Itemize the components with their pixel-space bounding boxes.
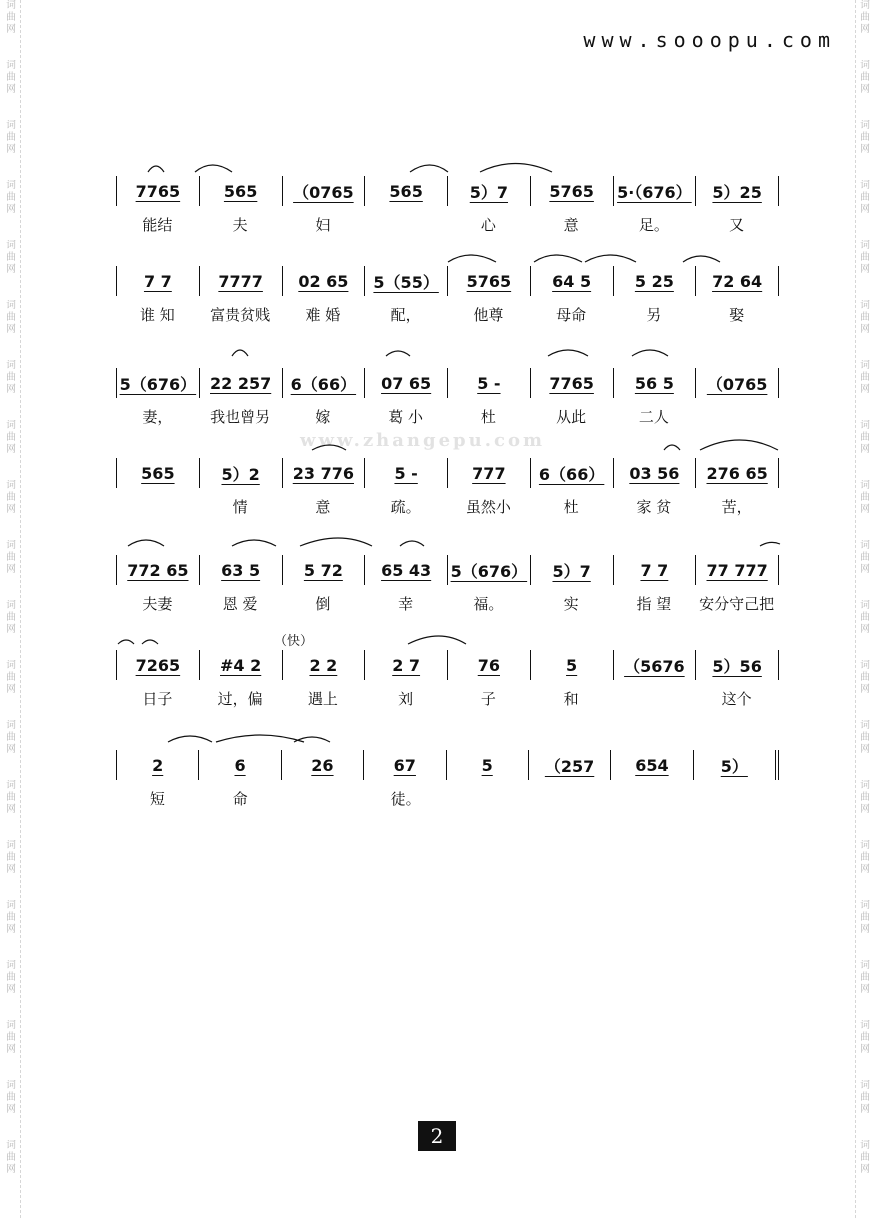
- lyric-syllable: 我也曾另: [210, 407, 271, 426]
- lyric-syllable: 安分守己把: [699, 594, 775, 613]
- side-watermark-group: 词 曲 网: [6, 240, 16, 275]
- lyric-syllable: 情: [232, 497, 248, 516]
- notation-text: 7265: [135, 655, 181, 675]
- notation-text: 5）56: [712, 656, 762, 676]
- measure: [448, 458, 531, 488]
- lyric-syllable: 家 贫: [636, 497, 672, 516]
- notation-text: 2 7: [392, 655, 421, 675]
- side-watermark-group: 词 曲 网: [860, 1020, 870, 1055]
- notation-text: 26: [311, 755, 334, 775]
- measure: [531, 458, 614, 488]
- notation-text: 6（66）: [290, 374, 357, 394]
- side-watermark-group: 词 曲 网: [6, 180, 16, 215]
- lyric-syllable: 杜: [480, 407, 496, 426]
- notation-text: 5）25: [712, 182, 762, 202]
- notation-text: 5）: [720, 756, 748, 776]
- notation-text: 64 5: [552, 271, 592, 291]
- measure: [531, 555, 614, 585]
- side-watermark-group: 词 曲 网: [860, 1140, 870, 1175]
- measure: [283, 458, 366, 488]
- measure: [531, 266, 614, 296]
- lyric-syllable: 又: [729, 215, 745, 234]
- measure: [364, 750, 446, 780]
- lyric-syllable: 福。: [473, 594, 504, 613]
- lyric-syllable: 幸: [398, 594, 414, 613]
- lyric-syllable: 娶: [729, 305, 745, 324]
- notation-text: 65 43: [381, 560, 432, 580]
- score-system: [116, 368, 779, 398]
- measure: [448, 176, 531, 206]
- side-watermark-group: 词 曲 网: [6, 1080, 16, 1115]
- lyric-syllable: 疏。: [390, 497, 421, 516]
- side-watermark-group: 词 曲 网: [860, 720, 870, 755]
- notation-text: 6（66）: [538, 464, 605, 484]
- notation-text: 23 776: [292, 463, 354, 483]
- side-watermark-group: 词 曲 网: [860, 960, 870, 995]
- score-system: [116, 176, 779, 206]
- measure: [447, 750, 529, 780]
- lyric-syllable: 子: [480, 689, 496, 708]
- measure: [199, 750, 281, 780]
- measure: [365, 458, 448, 488]
- notation-text: 5（676）: [119, 374, 197, 394]
- notation-text: 565: [389, 181, 423, 201]
- notation-text: 5·（676）: [617, 182, 692, 202]
- notation-text: 772 65: [127, 560, 189, 580]
- notation-text: 5 25: [634, 271, 674, 291]
- lyric-syllable: 日子: [142, 689, 173, 708]
- measure: [283, 555, 366, 585]
- site-url: www.sooopu.com: [583, 28, 836, 52]
- side-watermark-group: 词 曲 网: [860, 1080, 870, 1115]
- page-number: 2: [418, 1121, 456, 1151]
- measure: [696, 176, 779, 206]
- notation-text: 7765: [549, 373, 594, 393]
- side-watermark-group: 词 曲 网: [6, 480, 16, 515]
- lyric-syllable: 恩 爱: [222, 594, 258, 613]
- notation-text: 07 65: [381, 373, 432, 393]
- notation-text: 5765: [466, 271, 512, 291]
- side-watermark-group: 词 曲 网: [860, 120, 870, 155]
- lyric-syllable: 徒。: [390, 789, 421, 808]
- lyric-syllable: 杜: [563, 497, 579, 516]
- side-watermark-group: 词 曲 网: [860, 660, 870, 695]
- measure: [117, 176, 200, 206]
- side-watermark-group: 词 曲 网: [6, 360, 16, 395]
- notation-text: 5765: [549, 181, 594, 201]
- side-watermark-group: 词 曲 网: [860, 240, 870, 275]
- side-watermark-group: 词 曲 网: [6, 0, 16, 35]
- notation-text: 67: [393, 755, 416, 775]
- side-watermark-group: 词 曲 网: [6, 720, 16, 755]
- lyric-syllable: 妻，: [142, 407, 173, 426]
- lyric-syllable: 嫁: [315, 407, 331, 426]
- measure: [448, 555, 531, 585]
- measure: [611, 750, 693, 780]
- lyric-syllable: 刘: [398, 689, 414, 708]
- lyric-syllable: 妇: [315, 215, 331, 234]
- measure: [117, 750, 199, 780]
- notation-text: 22 257: [210, 373, 272, 393]
- lyric-syllable: 葛 小: [388, 407, 424, 426]
- lyric-line: [116, 302, 778, 326]
- lyric-syllable: 指 望: [636, 594, 672, 613]
- measure: [694, 750, 779, 780]
- measure: [696, 368, 779, 398]
- lyric-syllable: 从此: [556, 407, 587, 426]
- score-system: [116, 555, 779, 585]
- notation-text: 2 2: [309, 655, 338, 675]
- notation-text: 7765: [135, 181, 181, 201]
- side-watermark-group: 词 曲 网: [860, 180, 870, 215]
- side-watermark-group: 词 曲 网: [860, 360, 870, 395]
- measure: [696, 650, 779, 680]
- measure: [531, 650, 614, 680]
- lyric-syllable: 这个: [721, 689, 752, 708]
- lyric-syllable: 配，: [390, 305, 421, 324]
- lyric-line: [116, 786, 778, 810]
- lyric-syllable: 虽然小: [465, 497, 511, 516]
- measure: [531, 176, 614, 206]
- notation-text: 5（55）: [373, 272, 439, 292]
- lyric-syllable: 意: [315, 497, 331, 516]
- measure: [200, 650, 283, 680]
- notation-text: 5）2: [221, 464, 260, 484]
- lyric-syllable: 他尊: [473, 305, 504, 324]
- notation-text: #4 2: [220, 655, 262, 675]
- watermark-text: www.zhangepu.com: [300, 430, 545, 451]
- measure: [614, 650, 697, 680]
- side-watermark-group: 词 曲 网: [6, 900, 16, 935]
- notation-text: 56 5: [634, 373, 674, 393]
- notation-text: 7 7: [143, 271, 172, 291]
- notation-text: 7 7: [640, 560, 669, 580]
- measure: [448, 368, 531, 398]
- notation-text: 6: [234, 755, 246, 775]
- measure: [117, 650, 200, 680]
- measure: [614, 555, 697, 585]
- notation-text: 5: [481, 755, 493, 775]
- side-watermark-group: 词 曲 网: [860, 840, 870, 875]
- side-watermark-group: 词 曲 网: [860, 60, 870, 95]
- measure: [365, 176, 448, 206]
- side-watermark-group: 词 曲 网: [860, 0, 870, 35]
- measure: [448, 266, 531, 296]
- notation-text: 565: [141, 463, 175, 483]
- notation-text: 76: [477, 655, 500, 675]
- measure: [696, 555, 779, 585]
- notation-text: 777: [472, 463, 506, 483]
- measure: [200, 266, 283, 296]
- measure: [283, 266, 366, 296]
- side-watermark-group: 词 曲 网: [6, 960, 16, 995]
- side-watermark-group: 词 曲 网: [6, 60, 16, 95]
- measure: [200, 458, 283, 488]
- lyric-syllable: 苦，: [721, 497, 752, 516]
- tempo-mark: （快）: [274, 634, 314, 649]
- notation-text: 5 72: [303, 560, 343, 580]
- side-watermark-group: 词 曲 网: [6, 840, 16, 875]
- side-watermark-group: 词 曲 网: [860, 780, 870, 815]
- lyric-syllable: 倒: [315, 594, 331, 613]
- lyric-syllable: 意: [563, 215, 579, 234]
- lyric-line: [116, 686, 778, 710]
- notation-text: 5）7: [469, 182, 509, 202]
- lyric-syllable: 命: [232, 789, 248, 808]
- measure: [531, 368, 614, 398]
- notation-text: 72 64: [712, 271, 763, 291]
- side-watermark-group: 词 曲 网: [860, 900, 870, 935]
- measure: [365, 266, 448, 296]
- lyric-syllable: 富贵贫贱: [210, 305, 271, 324]
- measure: [614, 266, 697, 296]
- score-system: [116, 458, 779, 488]
- measure: [696, 458, 779, 488]
- lyric-line: [116, 212, 778, 236]
- measure: [614, 176, 697, 206]
- side-watermark-group: 词 曲 网: [6, 300, 16, 335]
- measure: [614, 368, 697, 398]
- lyric-syllable: 夫: [232, 215, 248, 234]
- side-watermark-group: 词 曲 网: [6, 1140, 16, 1175]
- lyric-line: [116, 494, 778, 518]
- notation-text: （5676: [624, 656, 685, 676]
- left-margin-watermark: [2, 0, 21, 1218]
- lyric-syllable: 二人: [638, 407, 669, 426]
- lyric-line: [116, 591, 778, 615]
- notation-text: 03 56: [629, 463, 680, 483]
- measure: [117, 368, 200, 398]
- notation-text: 5（676）: [450, 561, 528, 581]
- measure: [117, 458, 200, 488]
- measure: [282, 750, 364, 780]
- side-watermark-group: 词 曲 网: [860, 600, 870, 635]
- lyric-syllable: 足。: [638, 215, 669, 234]
- side-watermark-group: 词 曲 网: [860, 420, 870, 455]
- measure: [117, 266, 200, 296]
- side-watermark-group: 词 曲 网: [6, 420, 16, 455]
- lyric-syllable: 夫妻: [142, 594, 173, 613]
- measure: [614, 458, 697, 488]
- lyric-syllable: 心: [480, 215, 496, 234]
- measure: [696, 266, 779, 296]
- measure: [283, 368, 366, 398]
- measure: [283, 176, 366, 206]
- measure: [365, 650, 448, 680]
- lyric-syllable: 短: [149, 789, 165, 808]
- notation-text: （0765: [293, 182, 354, 202]
- notation-text: 654: [635, 755, 669, 775]
- lyric-syllable: 过，偏: [217, 689, 263, 708]
- lyric-syllable: 实: [563, 594, 579, 613]
- side-watermark-group: 词 曲 网: [860, 480, 870, 515]
- measure: [529, 750, 611, 780]
- notation-text: 63 5: [221, 560, 261, 580]
- side-watermark-group: 词 曲 网: [860, 300, 870, 335]
- notation-text: 02 65: [298, 271, 349, 291]
- notation-text: （257: [544, 756, 595, 776]
- lyric-syllable: 难 婚: [305, 305, 341, 324]
- measure: [200, 555, 283, 585]
- lyric-syllable: 母命: [556, 305, 587, 324]
- lyric-syllable: 能结: [142, 215, 173, 234]
- notation-text: 5: [566, 655, 578, 675]
- side-watermark-group: 词 曲 网: [6, 1020, 16, 1055]
- measure: [283, 650, 366, 680]
- notation-text: 5 -: [477, 373, 501, 393]
- score-system: [116, 750, 779, 780]
- lyric-line: [116, 404, 778, 428]
- measure: [448, 650, 531, 680]
- lyric-syllable: 和: [563, 689, 579, 708]
- right-margin-watermark: [855, 0, 874, 1218]
- measure: [117, 555, 200, 585]
- side-watermark-group: 词 曲 网: [6, 600, 16, 635]
- lyric-syllable: 遇上: [307, 689, 338, 708]
- score-system: [116, 266, 779, 296]
- notation-text: 7777: [218, 271, 263, 291]
- measure: [200, 368, 283, 398]
- side-watermark-group: 词 曲 网: [6, 120, 16, 155]
- notation-text: 5）7: [552, 561, 591, 581]
- side-watermark-group: 词 曲 网: [6, 780, 16, 815]
- side-watermark-group: 词 曲 网: [860, 540, 870, 575]
- side-watermark-group: 词 曲 网: [6, 540, 16, 575]
- measure: [200, 176, 283, 206]
- notation-text: 2: [152, 755, 164, 775]
- measure: [365, 368, 448, 398]
- notation-text: 565: [223, 181, 258, 201]
- notation-text: 77 777: [706, 560, 768, 580]
- lyric-syllable: 谁 知: [139, 305, 175, 324]
- notation-text: 276 65: [706, 463, 768, 483]
- score-system: [116, 650, 779, 680]
- notation-text: （0765: [706, 374, 768, 394]
- measure: [365, 555, 448, 585]
- notation-text: 5 -: [394, 463, 418, 483]
- side-watermark-group: 词 曲 网: [6, 660, 16, 695]
- lyric-syllable: 另: [646, 305, 662, 324]
